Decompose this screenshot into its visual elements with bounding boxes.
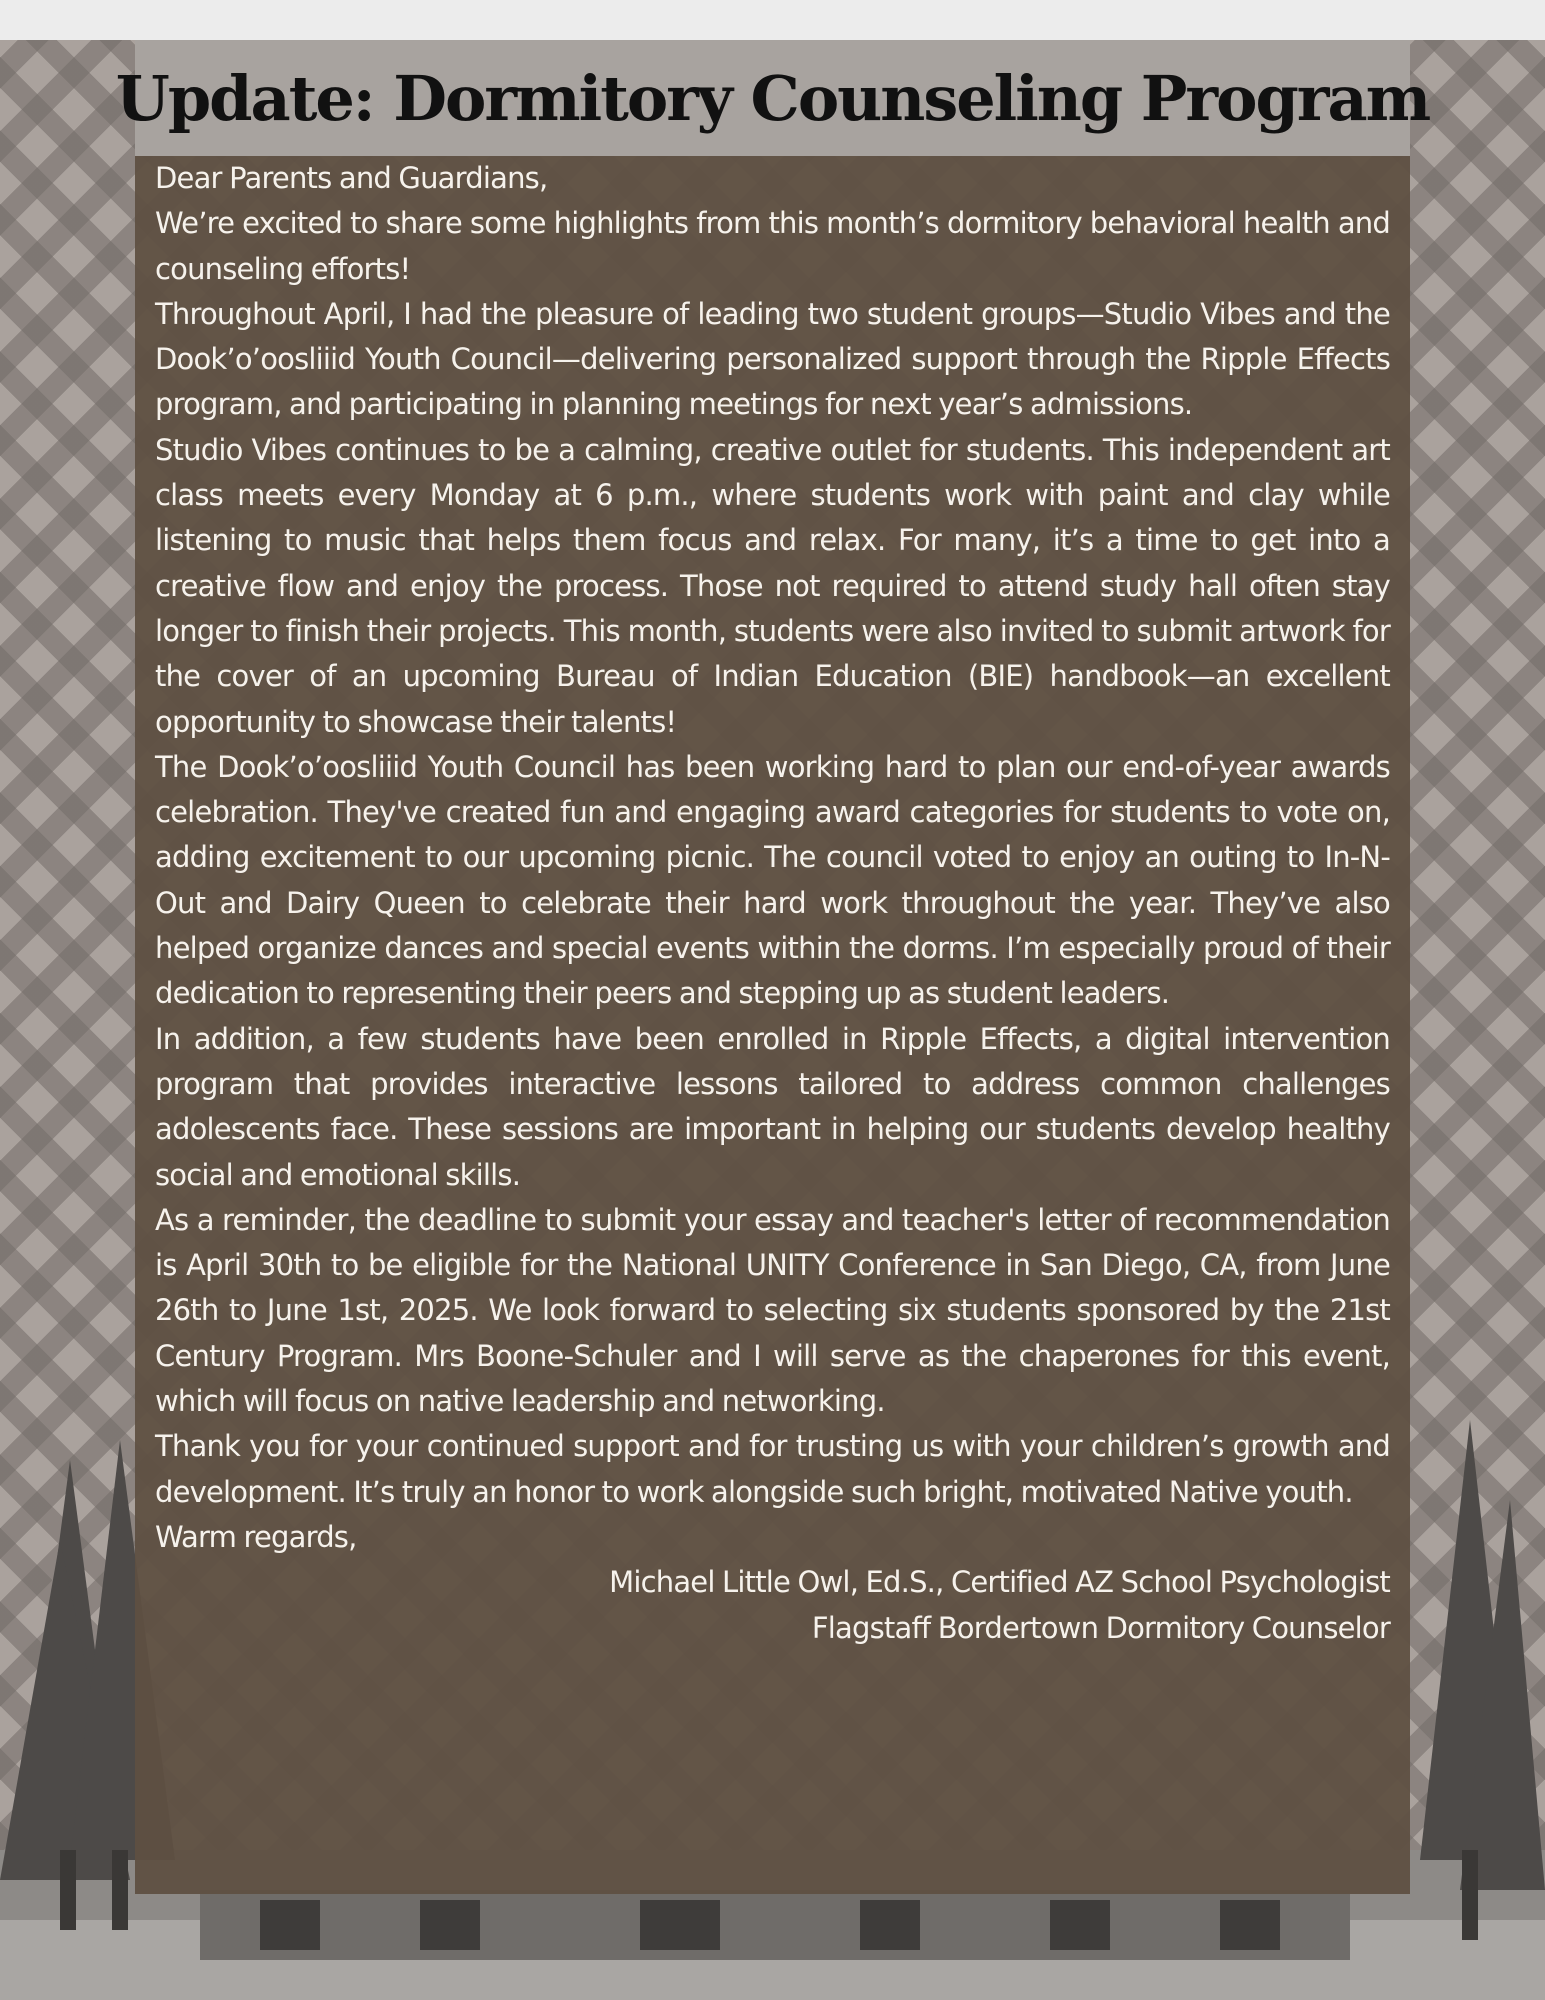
letter-paragraph: In addition, a few students have been enrolled in Ripple Effects, a digital intervention program that provides interactive lessons tailored to address common challenges adolescents face. These sessions are important in helping our students develop healthy social and emotional skills.	[155, 1021, 1390, 1192]
letter-paragraph: As a reminder, the deadline to submit your essay and teacher's letter of recommendation is April 30th to be eligible for the National UNITY Conference in San Diego, CA, from June 26th to June 1st, 2025. We look forward to selecting six students sponsored by the 21st Century Program. Mrs Boone-Schuler and I will serve as the chaperones for this event, which will focus on native leadership and networking.	[155, 1202, 1390, 1419]
title-band	[115, 40, 1430, 156]
signature-name: Michael Little Owl, Ed.S., Certified AZ School Psychologist	[609, 1565, 1390, 1600]
letter-paragraph: Throughout April, I had the pleasure of leading two student groups—Studio Vibes and the Dook’o’oosliiid Youth Council—delivering personalized support through the Ripple Effects program, and participating in planning meetings for next year’s admissions.	[155, 296, 1390, 422]
salutation: Dear Parents and Guardians,	[155, 161, 548, 195]
letter-paragraph: Thank you for your continued support and for trusting us with your children’s growth and development. It’s truly an honor to work alongside such bright, motivated Native youth.	[155, 1429, 1390, 1509]
letter-body	[155, 156, 1390, 1651]
letter-paragraph: The Dook’o’oosliiid Youth Council has been working hard to plan our end-of-year awards celebration. They've created fun and engaging award categories for students to vote on, adding excitement to our upcoming picnic. The council voted to enjoy an outing to In-N-Out and Dairy Queen to celebrate their hard work throughout the year. They’ve also helped organize dances and special events within the dorms. I’m especially proud of their dedication to representing their peers and stepping up as student leaders.	[155, 749, 1390, 1011]
closing: Warm regards,	[155, 1519, 357, 1554]
top-margin-strip	[0, 0, 1545, 40]
signature-title: Flagstaff Bordertown Dormitory Counselor	[811, 1610, 1390, 1645]
letter-paragraph: Studio Vibes continues to be a calming, creative outlet for students. This independent art class meets every Monday at 6 p.m., where students work with paint and clay while listening to music that helps them focus and relax. For many, it’s a time to get into a creative flow and enjoy the process. Those not required to attend study hall often stay longer to finish their projects. This month, students were also invited to submit artwork for the cover of an upcoming Bureau of Indian Education (BIE) handbook—an excellent opportunity to showcase their talents!	[155, 432, 1390, 739]
letter-paragraph: We’re excited to share some highlights from this month’s dormitory behavioral health and counseling efforts!	[155, 206, 1390, 286]
page-title: Update: Dormitory Counseling Program	[115, 61, 1430, 135]
letter-panel	[135, 156, 1410, 1894]
